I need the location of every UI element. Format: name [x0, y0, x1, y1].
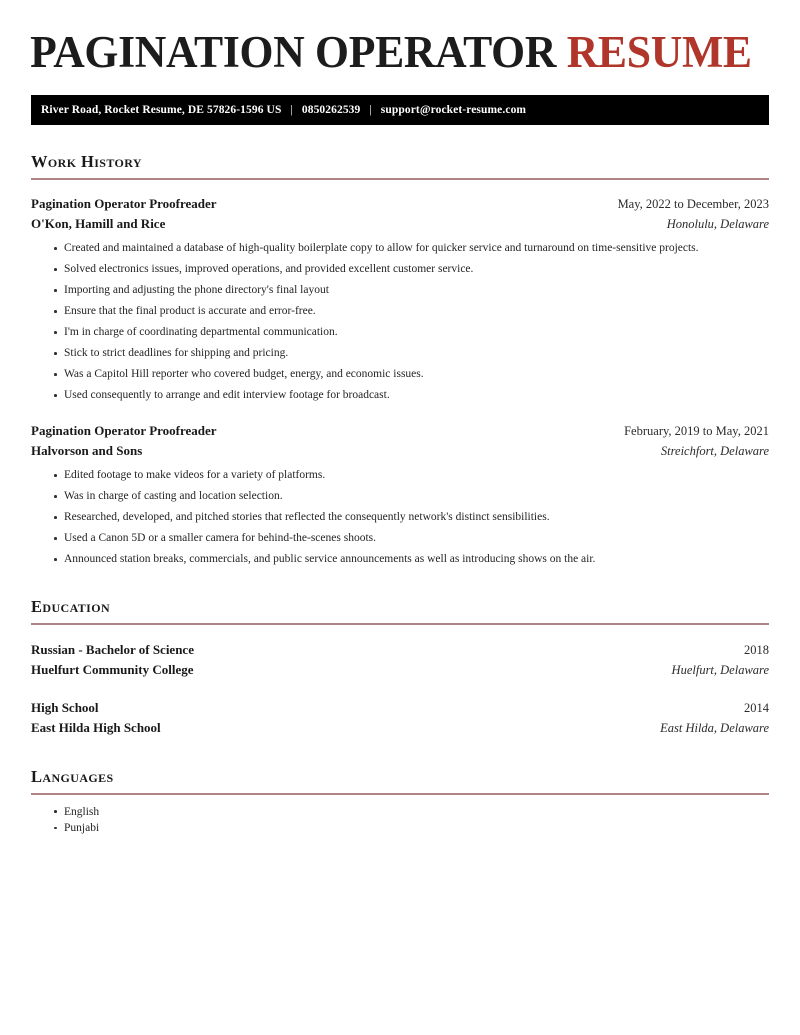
contact-phone: 0850262539: [301, 104, 361, 116]
section-heading-education: Education: [31, 596, 111, 616]
work-location: Streichfort, Delaware: [660, 444, 769, 459]
section-divider-languages: [31, 793, 769, 795]
education-degree: Russian - Bachelor of Science: [31, 641, 194, 657]
work-company: O'Kon, Hamill and Rice: [31, 216, 166, 231]
education-entry-row-school: [31, 718, 769, 738]
education-year: 2014: [744, 700, 769, 715]
page-title-main: PAGINATION OPERATOR: [30, 27, 557, 77]
list-item: Punjabi: [54, 820, 769, 836]
education-entry-row-degree: [31, 640, 769, 660]
list-item: Ensure that the final product is accurate and error-free.: [54, 304, 769, 319]
education-location: Huelfurt, Delaware: [671, 662, 769, 677]
work-entry: [31, 194, 769, 403]
work-entry: [31, 421, 769, 567]
list-item: Edited footage to make videos for a variety of platforms.: [54, 468, 769, 483]
section-heading-languages: Languages: [31, 766, 114, 786]
work-company: Halvorson and Sons: [31, 443, 143, 459]
list-item: Used consequently to arrange and edit interview footage for broadcast.: [54, 388, 769, 403]
list-item: I'm in charge of coordinating departmental communication.: [54, 325, 769, 340]
work-bullet-list: [31, 241, 769, 403]
work-location: Honolulu, Delaware: [666, 217, 769, 231]
work-dates: February, 2019 to May, 2021: [624, 424, 769, 439]
list-item: Stick to strict deadlines for shipping and pricing.: [54, 346, 769, 361]
education-school: Huelfurt Community College: [31, 661, 194, 677]
work-entry-row-company: [31, 441, 769, 461]
education-location: East Hilda, Delaware: [660, 720, 769, 735]
contact-separator-2: |: [369, 104, 372, 116]
work-entry-row-company: [31, 214, 769, 234]
list-item: Created and maintained a database of high-quality boilerplate copy to allow for quicker service and turnaround on time-sensitive projects.: [54, 241, 769, 256]
education-degree: High School: [31, 699, 99, 715]
page-title: [0, 0, 776, 77]
languages-list: [31, 804, 769, 837]
work-bullet-list: [31, 468, 769, 567]
list-item: Researched, developed, and pitched stories that reflected the consequently network's distinct sensibilities.: [54, 510, 769, 525]
work-entry-row-title: [31, 421, 769, 441]
list-item: Used a Canon 5D or a smaller camera for behind-the-scenes shoots.: [54, 531, 769, 546]
contact-inner: [41, 104, 526, 116]
section-divider-work-history: [31, 178, 769, 180]
education-school: East Hilda High School: [31, 719, 161, 735]
list-item: Importing and adjusting the phone directory's final layout: [54, 283, 769, 298]
contact-address: River Road, Rocket Resume, DE 57826-1596 US: [41, 104, 282, 116]
section-heading-work-history: Work History: [31, 152, 142, 171]
list-item: Was in charge of casting and location selection.: [54, 489, 769, 504]
list-item: Solved electronics issues, improved operations, and provided excellent customer service.: [54, 262, 769, 277]
section-divider-education: [31, 623, 769, 625]
list-item: Announced station breaks, commercials, and public service announcements as well as introducing shows on the air.: [54, 552, 769, 567]
section-work-history: [0, 149, 800, 568]
work-dates: May, 2022 to December, 2023: [617, 197, 769, 211]
contact-email: support@rocket-resume.com: [380, 104, 527, 116]
education-entry-row-school: [31, 660, 769, 680]
education-year: 2018: [744, 642, 769, 657]
section-languages: [0, 764, 800, 837]
section-education: [0, 594, 800, 738]
contact-bar: [31, 95, 769, 125]
work-entry-row-title: [31, 194, 769, 214]
list-item: English: [54, 804, 769, 820]
contact-separator-1: |: [290, 104, 293, 116]
page-title-accent: RESUME: [566, 27, 752, 77]
work-job-title: Pagination Operator Proofreader: [31, 423, 217, 439]
education-entry-row-degree: [31, 698, 769, 718]
education-entry: [31, 698, 769, 738]
education-entry: [31, 640, 769, 680]
list-item: Was a Capitol Hill reporter who covered budget, energy, and economic issues.: [54, 367, 769, 382]
work-job-title: Pagination Operator Proofreader: [31, 196, 217, 211]
